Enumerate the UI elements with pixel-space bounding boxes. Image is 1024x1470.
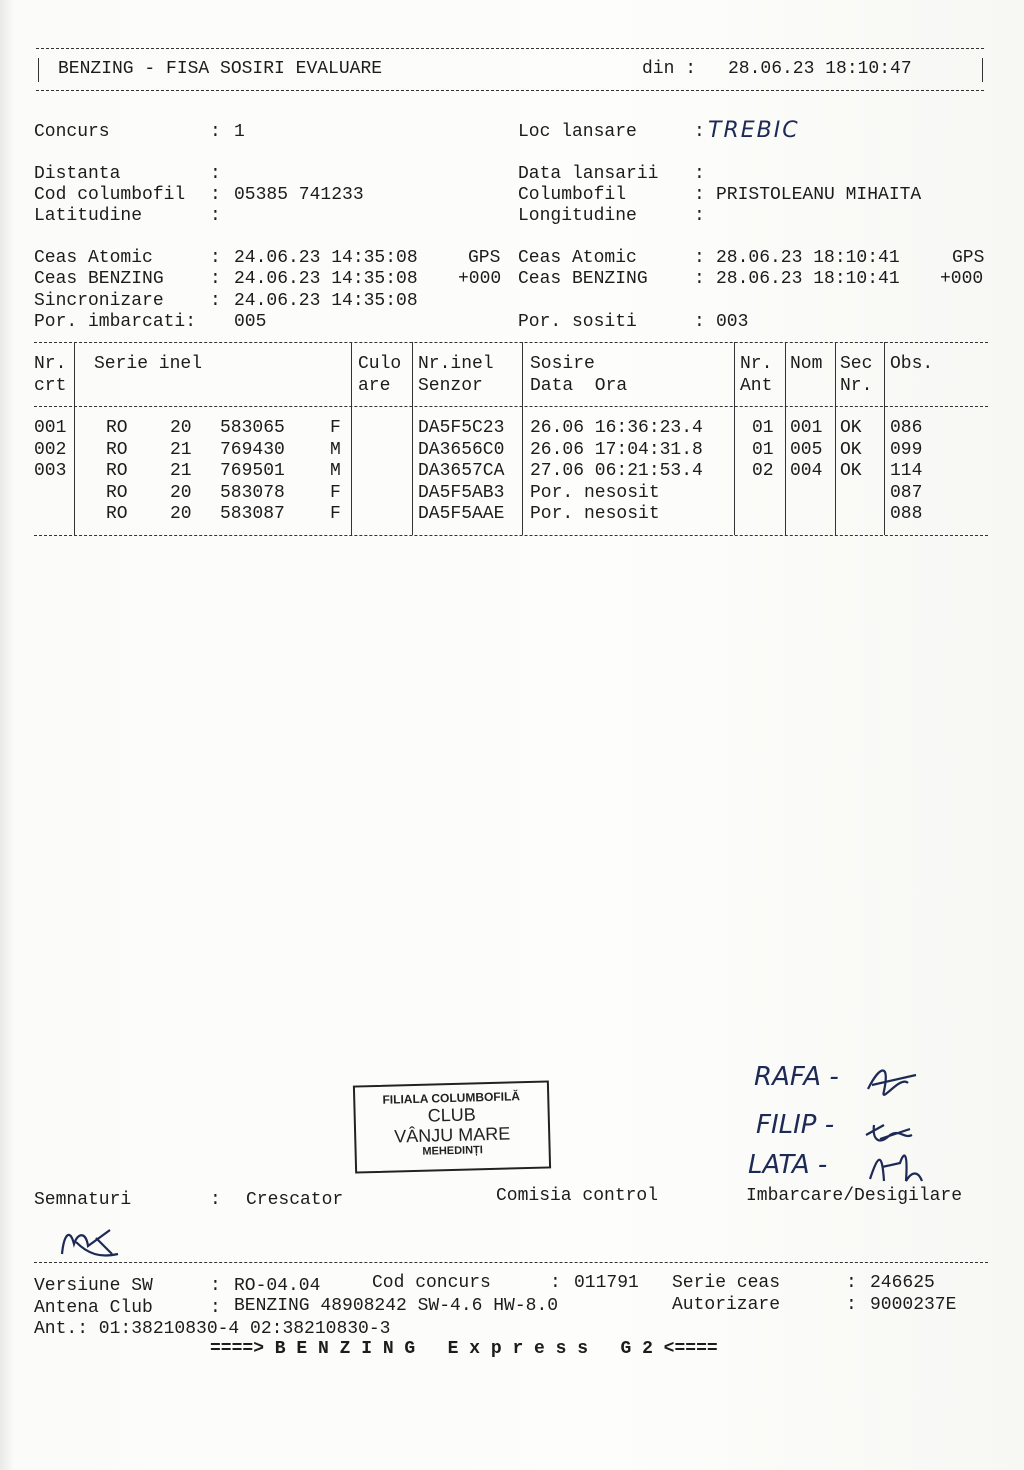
th-sosire-top: Sosire [530, 354, 595, 374]
ceas-atomic-left-suffix: GPS [468, 248, 501, 268]
cell-nr: 001 [34, 418, 67, 438]
cell-ant: 02 [752, 461, 774, 481]
stamp-line-3: VÂNJU MARE [393, 1123, 511, 1147]
stamp-line-2: CLUB [427, 1104, 476, 1126]
th-inel-bottom: Senzor [418, 376, 483, 396]
data-lansarii-label: Data lansarii [518, 164, 659, 184]
crescator-label: Crescator [246, 1190, 344, 1210]
cell-country: RO [106, 482, 128, 503]
date-label: din : [642, 59, 697, 79]
signature-scribbles [860, 1055, 940, 1195]
cell-sosire: Por. nesosit [530, 482, 660, 503]
colon: : [694, 122, 705, 142]
table-header-rule [34, 406, 988, 407]
versiune-value: RO-04.04 [234, 1276, 321, 1296]
cell-nr: 003 [34, 461, 67, 481]
th-serie-inel: Serie inel [94, 354, 203, 374]
ceas-benzing-left: 24.06.23 14:35:08 [234, 269, 418, 289]
autorizare-value: 9000237E [870, 1295, 957, 1315]
cell-obs: 086 [890, 418, 923, 438]
th-inel-top: Nr.inel [418, 354, 494, 374]
cell-nom: 005 [790, 439, 823, 460]
ceas-atomic-right-suffix: GPS [952, 248, 985, 268]
colon: : [550, 1273, 561, 1293]
footer-rule [34, 1262, 988, 1263]
ceas-atomic-label-right: Ceas Atomic [518, 248, 637, 268]
col-sep-3 [412, 342, 413, 535]
colon: : [694, 312, 705, 332]
cell-sosire: 26.06 16:36:23.4 [530, 418, 703, 438]
sincronizare-label: Sincronizare [34, 291, 164, 311]
autorizare-label: Autorizare [672, 1295, 781, 1315]
cell-country: RO [106, 504, 128, 524]
colon: : [694, 206, 705, 226]
cell-country: RO [106, 439, 128, 460]
colon: : [210, 206, 221, 226]
colon: : [210, 248, 221, 268]
th-obs: Obs. [890, 354, 934, 374]
cell-country: RO [106, 418, 128, 438]
th-sec-top: Sec [840, 354, 873, 374]
table-top-rule [34, 342, 988, 343]
col-sep-6 [785, 342, 786, 535]
cell-sensor: DA3657CA [418, 461, 505, 481]
th-nr-top: Nr. [34, 354, 67, 374]
cell-year: 20 [170, 482, 192, 503]
colon: : [210, 291, 221, 311]
handwritten-name-1: RAFA - [754, 1062, 839, 1092]
cell-ring: 583078 [220, 482, 285, 503]
antena-value: BENZING 48908242 SW-4.6 HW-8.0 [234, 1296, 559, 1316]
cell-year: 20 [170, 418, 192, 438]
cell-nom: 001 [790, 418, 823, 438]
colon: : [210, 1276, 221, 1296]
distanta-label: Distanta [34, 164, 121, 184]
cell-ring: 583087 [220, 504, 285, 524]
cell-ant: 01 [752, 418, 774, 438]
th-ant-bottom: Ant [740, 376, 773, 396]
cod-columbofil-value: 05385 741233 [234, 185, 364, 205]
cell-sosire: Por. nesosit [530, 504, 660, 524]
colon: : [210, 164, 221, 184]
col-sep-2 [351, 342, 352, 535]
colon: : [846, 1273, 857, 1293]
colon: : [694, 248, 705, 268]
colon: : [210, 1190, 221, 1210]
latitudine-label: Latitudine [34, 206, 143, 226]
header-bottom-rule [36, 90, 984, 91]
ceas-benzing-label-right: Ceas BENZING [518, 269, 648, 289]
cell-ring: 583065 [220, 418, 285, 438]
cell-country: RO [106, 461, 128, 481]
concurs-value: 1 [234, 122, 245, 142]
colon: : [694, 185, 705, 205]
cell-obs: 088 [890, 504, 923, 524]
serie-ceas-value: 246625 [870, 1273, 935, 1293]
cod-columbofil-label: Cod columbofil [34, 185, 186, 205]
ceas-atomic-label-left: Ceas Atomic [34, 248, 153, 268]
cell-nr: 002 [34, 439, 67, 460]
header-right-bar [982, 58, 983, 82]
ceas-benzing-right: 28.06.23 18:10:41 [716, 269, 900, 289]
header-top-rule [36, 48, 984, 49]
cod-concurs-value: 011791 [574, 1273, 639, 1293]
cell-sex: M [330, 439, 341, 460]
loc-lansare-label: Loc lansare [518, 122, 637, 142]
semnaturi-label: Semnaturi [34, 1190, 132, 1210]
cell-sensor: DA5F5AAE [418, 504, 505, 524]
col-sep-5 [734, 342, 735, 535]
cell-sec: OK [840, 439, 862, 460]
col-sep-8 [884, 342, 885, 535]
ceas-benzing-label-left: Ceas BENZING [34, 269, 164, 289]
cell-ant: 01 [752, 439, 774, 460]
th-sosire-bottom: Data Ora [530, 376, 628, 396]
handwritten-name-3: LATA - [748, 1150, 828, 1180]
cell-sex: F [330, 418, 341, 438]
th-culoare-top: Culo [358, 354, 402, 374]
imbarcati-label: Por. imbarcati: [34, 312, 197, 332]
cell-sex: M [330, 461, 341, 481]
col-sep-1 [74, 342, 75, 535]
imbarcare-label: Imbarcare/Desigilare [746, 1186, 963, 1206]
document-title: BENZING - FISA SOSIRI EVALUARE [58, 59, 383, 79]
antenna-codes: Ant.: 01:38210830-4 02:38210830-3 [34, 1319, 391, 1339]
th-ant-top: Nr. [740, 354, 773, 374]
cell-nom: 004 [790, 461, 823, 481]
crescator-signature [56, 1224, 126, 1264]
handwritten-name-2: FILIP - [756, 1110, 835, 1140]
cell-ring: 769430 [220, 439, 285, 460]
th-nom: Nom [790, 354, 823, 374]
cell-sec: OK [840, 461, 862, 481]
cell-sex: F [330, 482, 341, 503]
colon: : [210, 185, 221, 205]
stamp-line-1: FILIALA COLUMBOFILĂ [382, 1089, 521, 1107]
cell-year: 20 [170, 504, 192, 524]
loc-lansare-handwritten: TREBIC [708, 118, 800, 143]
th-culoare-bottom: are [358, 376, 391, 396]
versiune-label: Versiune SW [34, 1276, 153, 1296]
colon: : [694, 164, 705, 184]
colon: : [846, 1295, 857, 1315]
header-left-bar [38, 58, 39, 82]
serie-ceas-label: Serie ceas [672, 1273, 781, 1293]
cell-obs: 099 [890, 439, 923, 460]
print-datetime: 28.06.23 18:10:47 [728, 59, 912, 79]
ceas-atomic-left: 24.06.23 14:35:08 [234, 248, 418, 268]
cell-ring: 769501 [220, 461, 285, 481]
imbarcati-value: 005 [234, 312, 267, 332]
col-sep-4 [522, 342, 523, 535]
cell-sensor: DA5F5AB3 [418, 482, 505, 503]
cell-year: 21 [170, 461, 192, 481]
ceas-benzing-right-suffix: +000 [940, 269, 984, 289]
brand-line: ====> B E N Z I N G E x p r e s s G 2 <==== [210, 1339, 718, 1359]
colon: : [210, 269, 221, 289]
cell-sex: F [330, 504, 341, 524]
antena-label: Antena Club [34, 1298, 153, 1318]
longitudine-label: Longitudine [518, 206, 637, 226]
cod-concurs-label: Cod concurs [372, 1273, 491, 1293]
colon: : [210, 1298, 221, 1318]
cell-year: 21 [170, 439, 192, 460]
table-bottom-rule [34, 535, 988, 536]
colon: : [694, 269, 705, 289]
sositi-label: Por. sositi [518, 312, 637, 332]
comisia-label: Comisia control [496, 1186, 659, 1206]
cell-sosire: 26.06 17:04:31.8 [530, 439, 703, 460]
cell-sosire: 27.06 06:21:53.4 [530, 461, 703, 481]
columbofil-label: Columbofil [518, 185, 627, 205]
sositi-value: 003 [716, 312, 749, 332]
sincronizare-value: 24.06.23 14:35:08 [234, 291, 418, 311]
columbofil-value: PRISTOLEANU MIHAITA [716, 185, 922, 205]
cell-sensor: DA5F5C23 [418, 418, 505, 438]
th-nr-bottom: crt [34, 376, 67, 396]
th-sec-bottom: Nr. [840, 376, 873, 396]
cell-obs: 087 [890, 482, 923, 503]
colon: : [210, 122, 221, 142]
stamp-line-4: MEHEDINȚI [422, 1144, 484, 1158]
cell-sec: OK [840, 418, 862, 438]
cell-obs: 114 [890, 461, 923, 481]
ceas-benzing-left-suffix: +000 [458, 269, 502, 289]
cell-sensor: DA3656C0 [418, 439, 505, 460]
ceas-atomic-right: 28.06.23 18:10:41 [716, 248, 900, 268]
concurs-label: Concurs [34, 122, 110, 142]
club-stamp [353, 1080, 551, 1173]
col-sep-7 [835, 342, 836, 535]
